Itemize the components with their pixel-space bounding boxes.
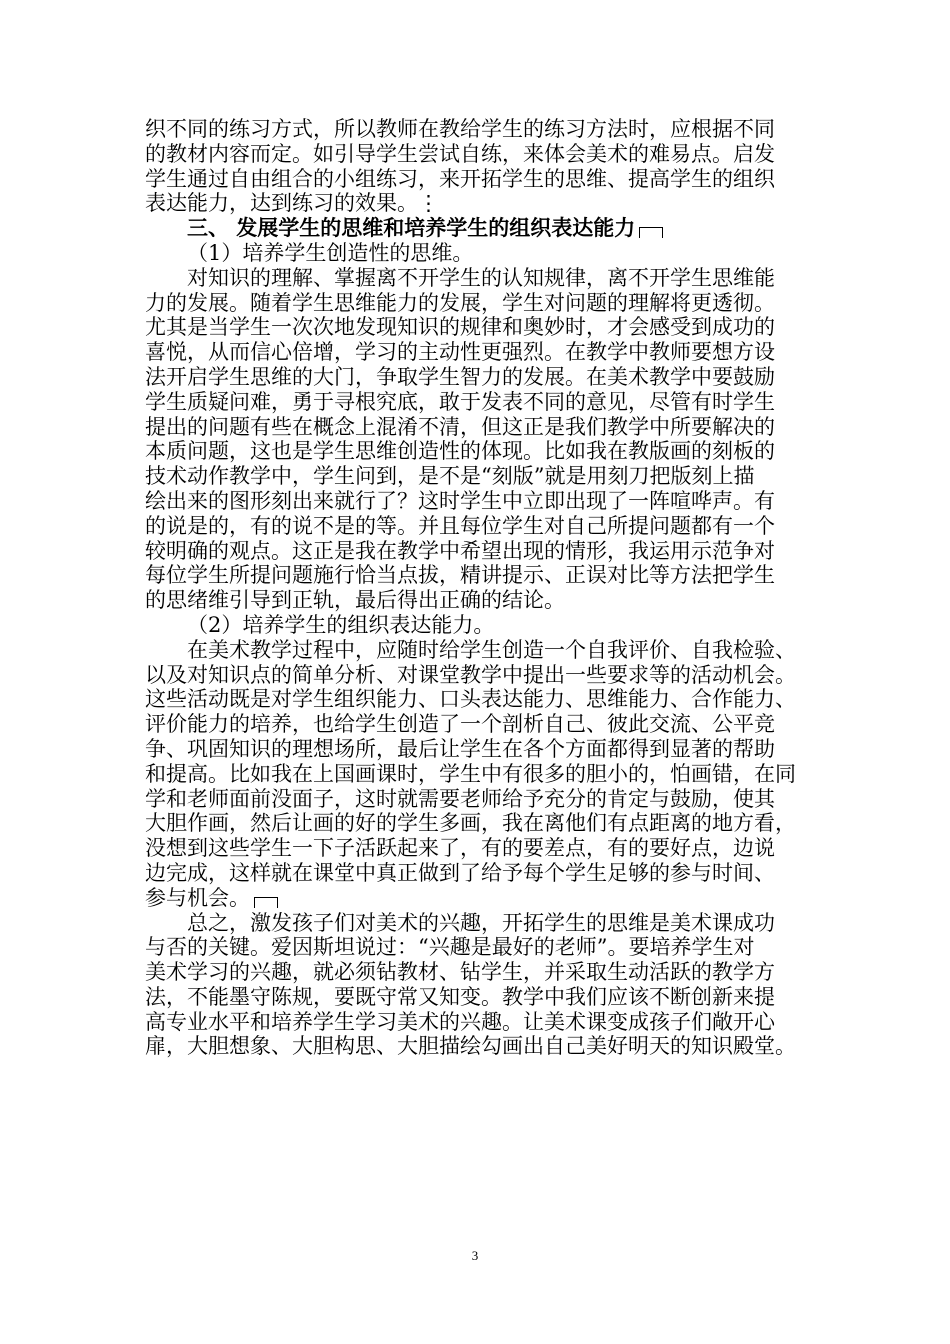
paragraph-line <box>145 712 813 737</box>
line-text: 的说是的，有的说不是的等。并且每位学生对自己所提问题都有一个 <box>145 513 775 538</box>
line-text: （1）培养学生创造性的思维。 <box>187 240 474 265</box>
paragraph-line <box>145 960 813 985</box>
paragraph-line <box>145 613 813 638</box>
paragraph-mark-icon <box>639 227 663 238</box>
paragraph-line <box>145 985 813 1010</box>
paragraph-line <box>145 762 813 787</box>
line-text: 学生质疑问难，勇于寻根究底，敢于发表不同的意见，尽管有时学生 <box>145 389 775 414</box>
line-text: 没想到这些学生一下子活跃起来了，有的要差点，有的要好点，边说 <box>145 836 775 861</box>
line-text: 争、巩固知识的理想场所，最后让学生在各个方面都得到显著的帮助 <box>145 736 775 761</box>
line-text: 的教材内容而定。如引导学生尝试自练，来体会美术的难易点。启发 <box>145 141 775 166</box>
paragraph-line <box>145 291 813 316</box>
line-text: 美术学习的兴趣，就必须钻教材、钻学生，并采取生动活跃的教学方 <box>145 960 775 985</box>
line-text: 大胆作画，然后让画的好的学生多画，我在离他们有点距离的地方看， <box>145 811 796 836</box>
line-text: 边完成，这样就在课堂中真正做到了给予每个学生足够的参与时间、 <box>145 860 775 885</box>
line-text: 每位学生所提问题施行恰当点拔，精讲提示、正误对比等方法把学生 <box>145 563 775 588</box>
line-text: （2）培养学生的组织表达能力。 <box>187 612 495 637</box>
line-text: 法开启学生思维的大门，争取学生智力的发展。在美术教学中要鼓励 <box>145 364 775 389</box>
line-text: 的思绪维引导到正轨，最后得出正确的结论。 <box>145 588 565 613</box>
line-text: 和提高。比如我在上国画课时，学生中有很多的胆小的，怕画错，在同 <box>145 761 796 786</box>
paragraph-line <box>145 439 813 464</box>
paragraph-line <box>145 638 813 663</box>
line-text: 力的发展。随着学生思维能力的发展，学生对问题的理解将更透彻。 <box>145 290 775 315</box>
paragraph-line <box>145 514 813 539</box>
line-text: 绘出来的图形刻出来就行了？这时学生中立即出现了一阵喧哗声。有 <box>145 488 775 513</box>
line-text: 技术动作教学中，学生问到，是不是“刻版”就是用刻刀把版刻上描 <box>145 464 755 489</box>
paragraph-line <box>145 737 813 762</box>
paragraph-line <box>145 142 813 167</box>
paragraph-line <box>145 117 813 142</box>
document-body <box>145 117 813 1059</box>
paragraph-line <box>145 1034 813 1059</box>
paragraph-line <box>145 241 813 266</box>
paragraph-line <box>145 315 813 340</box>
paragraph-line <box>145 390 813 415</box>
line-text: 法，不能墨守陈规，要既守常又知变。教学中我们应该不断创新来提 <box>145 984 775 1009</box>
paragraph-line <box>145 489 813 514</box>
paragraph-line <box>145 539 813 564</box>
paragraph-line <box>145 663 813 688</box>
line-text: 这些活动既是对学生组织能力、口头表达能力、思维能力、合作能力、 <box>145 687 796 712</box>
paragraph-line <box>145 811 813 836</box>
line-text: 参与机会。 <box>145 885 250 910</box>
paragraph-line <box>145 464 813 489</box>
line-text: 对知识的理解、掌握离不开学生的认知规律，离不开学生思维能 <box>187 265 775 290</box>
paragraph-mark-icon <box>254 897 278 908</box>
paragraph-line <box>145 886 813 911</box>
line-text: 在美术教学过程中，应随时给学生创造一个自我评价、自我检验、 <box>187 637 796 662</box>
line-text: 与否的关键。爱因斯坦说过：“兴趣是最好的老师”。要培养学生对 <box>145 935 755 960</box>
line-text: 以及对知识点的简单分析、对课堂教学中提出一些要求等的活动机会。 <box>145 662 796 687</box>
paragraph-line <box>145 787 813 812</box>
page-number: 3 <box>471 1248 479 1263</box>
line-text: 喜悦，从而信心倍增，学习的主动性更强烈。在教学中教师要想方设 <box>145 340 775 365</box>
paragraph-line <box>145 563 813 588</box>
paragraph-line <box>145 836 813 861</box>
paragraph-line <box>145 861 813 886</box>
line-text: 学和老师面前没面子，这时就需要老师给予充分的肯定与鼓励，使其 <box>145 786 775 811</box>
line-text: 提出的问题有些在概念上混淆不清，但这正是我们教学中所要解决的 <box>145 414 775 439</box>
line-text: 总之，激发孩子们对美术的兴趣，开拓学生的思维是美术课成功 <box>187 910 775 935</box>
paragraph-line <box>145 911 813 936</box>
paragraph-line <box>145 415 813 440</box>
line-text: 本质问题，这也是学生思维创造性的体现。比如我在教版画的刻板的 <box>145 439 775 464</box>
paragraph-line <box>145 588 813 613</box>
line-text: 尤其是当学生一次次地发现知识的规律和奥妙时，才会感受到成功的 <box>145 315 775 340</box>
paragraph-line <box>145 365 813 390</box>
line-text: 三、 发展学生的思维和培养学生的组织表达能力 <box>187 215 636 241</box>
paragraph-line <box>145 1010 813 1035</box>
paragraph-line <box>145 266 813 291</box>
line-text: 评价能力的培养，也给学生创造了一个剖析自己、彼此交流、公平竞 <box>145 712 775 737</box>
paragraph-line <box>145 687 813 712</box>
paragraph-line <box>145 935 813 960</box>
line-text: 织不同的练习方式，所以教师在教给学生的练习方法时，应根据不同 <box>145 117 775 141</box>
paragraph-line <box>145 191 813 216</box>
paragraph-line <box>145 167 813 192</box>
line-text: 扉，大胆想象、大胆构思、大胆描绘勾画出自己美好明天的知识殿堂。 <box>145 1034 796 1059</box>
paragraph-line <box>145 340 813 365</box>
line-text: 高专业水平和培养学生学习美术的兴趣。让美术课变成孩子们敞开心 <box>145 1009 775 1034</box>
line-text: 表达能力，达到练习的效果。⋮ <box>145 191 439 216</box>
line-text: 较明确的观点。这正是我在教学中希望出现的情形，我运用示范争对 <box>145 538 775 563</box>
line-text: 学生通过自由组合的小组练习，来开拓学生的思维、提高学生的组织 <box>145 166 775 191</box>
section-heading <box>145 216 813 241</box>
